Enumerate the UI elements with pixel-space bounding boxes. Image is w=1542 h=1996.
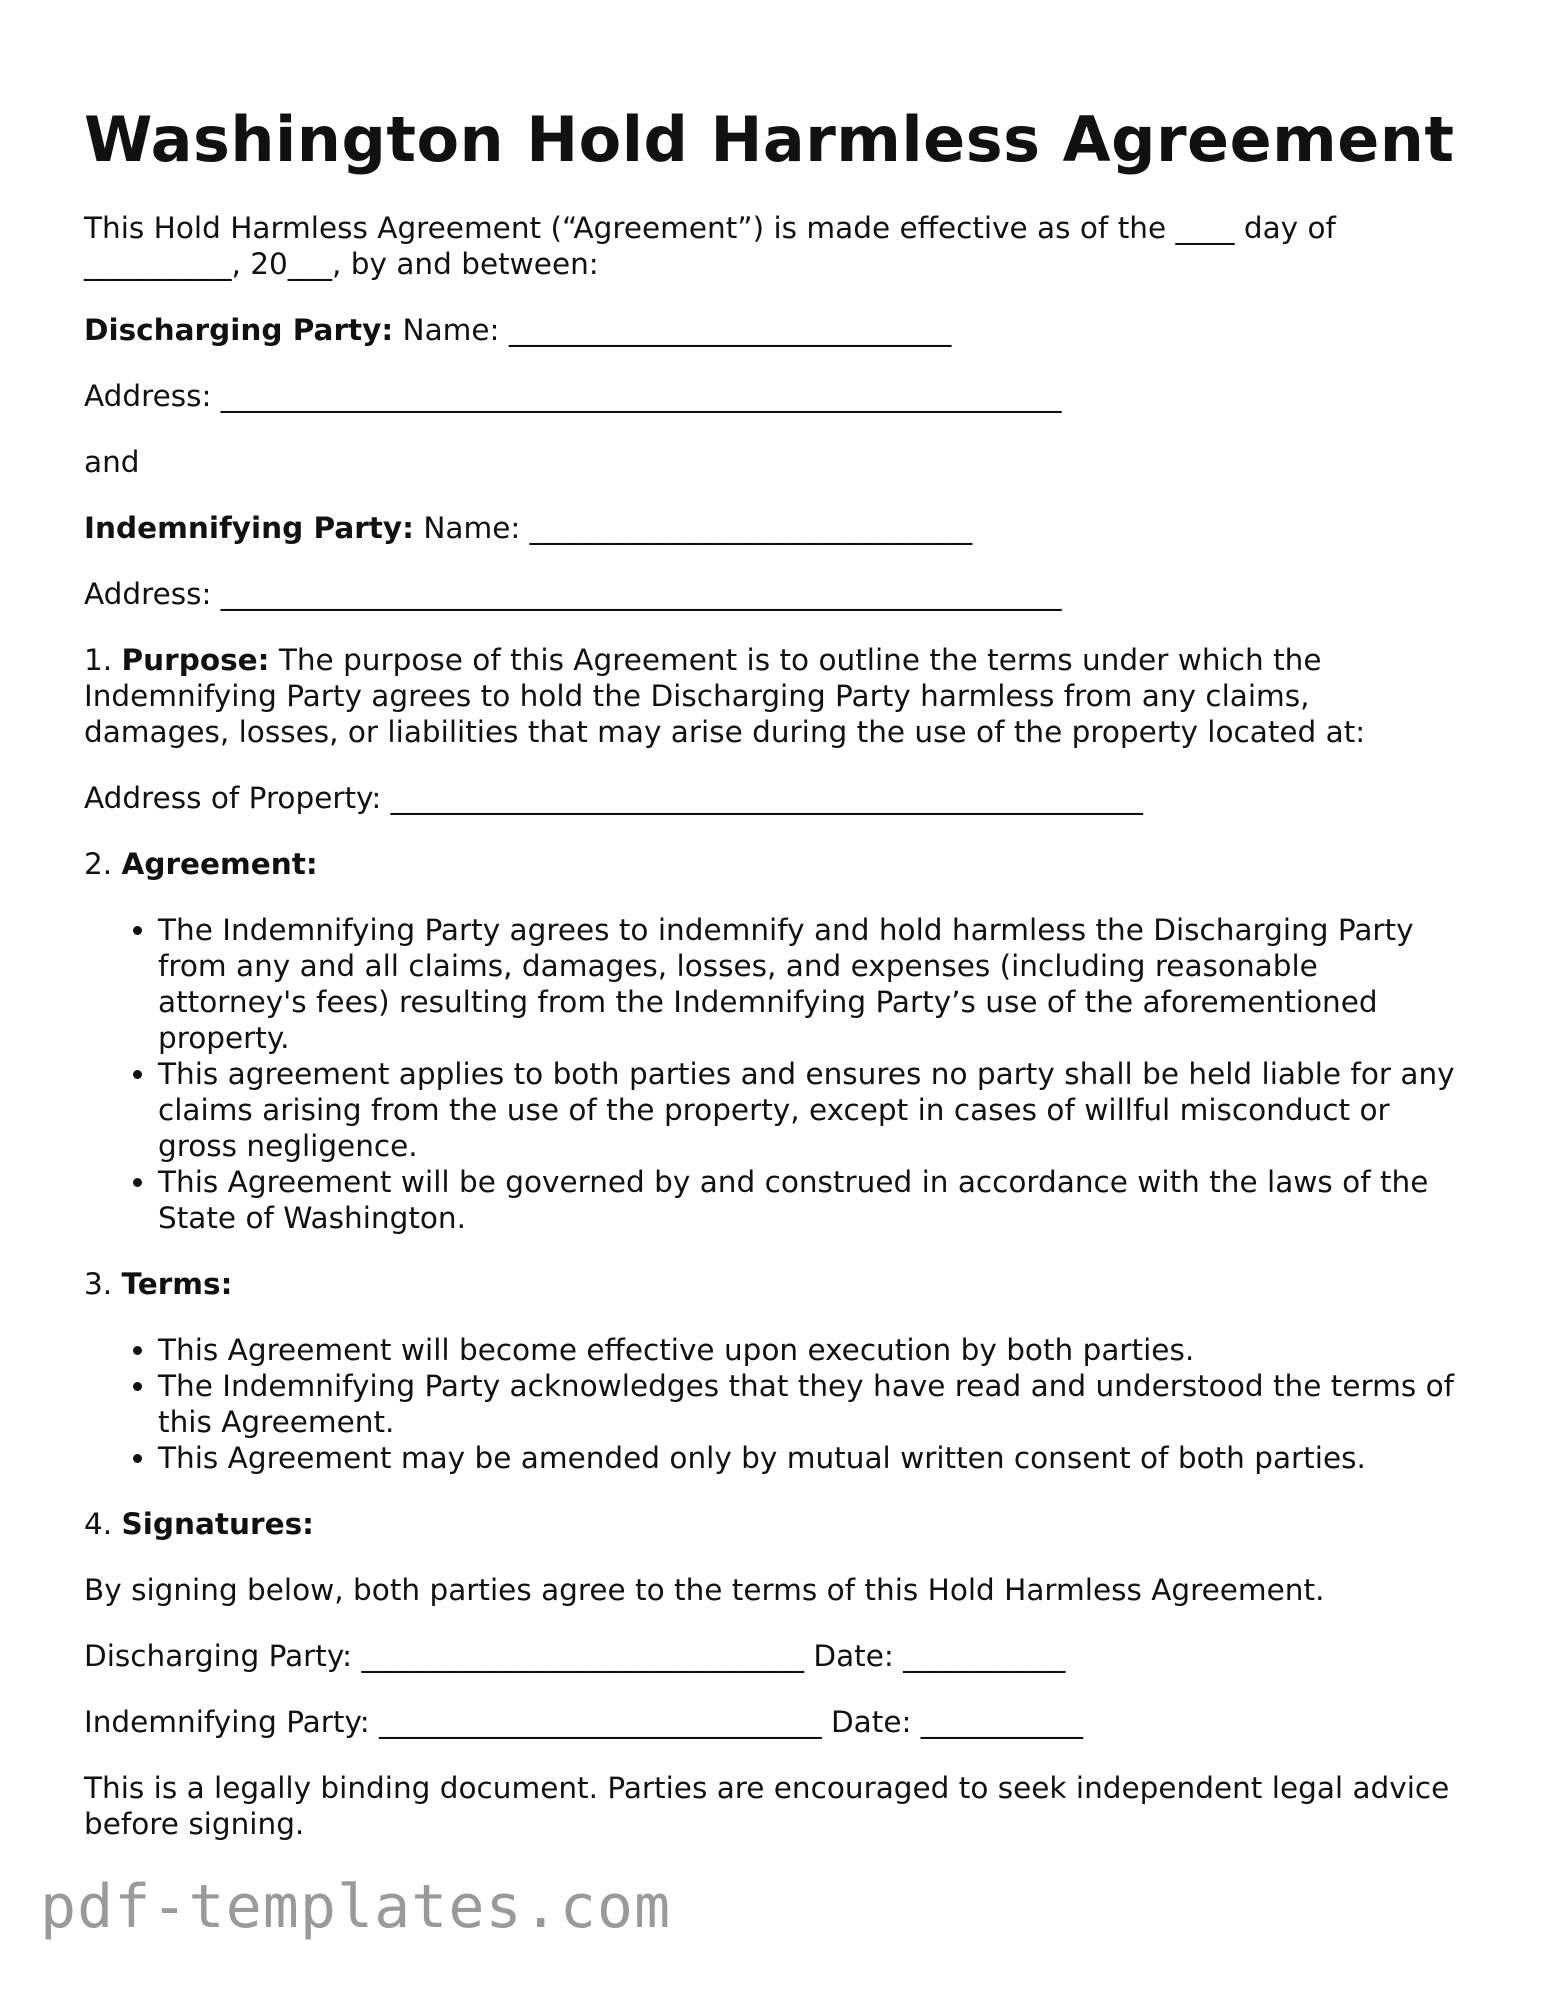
list-item: • The Indemnifying Party agrees to indemnify and hold harmless the Discharging Party from any and all claims, damages, losses, and expenses (including reasonable attorney's fees) resulting from the Indemnifying Party’s use of the aforementioned property.	[158, 912, 1464, 1056]
discharging-party-label: Discharging Party:	[84, 313, 394, 347]
purpose-section	[84, 642, 1464, 750]
property-address: Address of Property: ___________________________________________________	[84, 781, 1143, 815]
agreement-number: 2.	[84, 847, 122, 881]
indemnifying-signature-line: Indemnifying Party: ______________________________ Date: ___________	[84, 1705, 1084, 1739]
agreement-heading: Agreement:	[121, 847, 318, 881]
terms-list	[84, 1332, 1464, 1476]
purpose-heading: Purpose:	[121, 643, 270, 677]
discharging-party-address: Address: _________________________________________________________	[84, 379, 1062, 413]
indemnifying-party-name	[84, 510, 1464, 546]
intro-line-1: This Hold Harmless Agreement (“Agreement”) is made effective as of the ____ day of	[84, 211, 1336, 245]
indemnifying-party-address: Address: _________________________________________________________	[84, 577, 1062, 611]
watermark: pdf-templates.com	[40, 1872, 672, 1942]
signatures-heading: Signatures:	[121, 1507, 314, 1541]
list-item: • This Agreement will be governed by and construed in accordance with the laws of the State of Washington.	[158, 1164, 1464, 1236]
legal-disclaimer: This is a legally binding document. Parties are encouraged to seek independent legal advice before signing.	[84, 1771, 1450, 1841]
signatures-text: By signing below, both parties agree to the terms of this Hold Harmless Agreement.	[84, 1573, 1325, 1607]
signatures-number: 4.	[84, 1507, 122, 1541]
indemnifying-name-field: Name: ______________________________	[413, 511, 973, 545]
signatures-heading-line	[84, 1506, 1464, 1542]
and-connector: and	[84, 445, 140, 479]
discharging-party-name	[84, 312, 1464, 348]
purpose-number: 1.	[84, 643, 122, 677]
list-item: • This Agreement may be amended only by mutual written consent of both parties.	[158, 1440, 1464, 1476]
intro-line-2: __________, 20___, by and between:	[84, 247, 599, 281]
agreement-heading-line	[84, 846, 1464, 882]
discharging-signature-line: Discharging Party: ______________________________ Date: ___________	[84, 1639, 1066, 1673]
list-item: • This agreement applies to both parties and ensures no party shall be held liable for any claims arising from the use of the property, except in cases of willful misconduct or gross negligence.	[158, 1056, 1464, 1164]
purpose-text: The purpose of this Agreement is to outline the terms under which the Indemnifying Party agrees to hold the Discharging Party harmless from any claims, damages, losses, or liabilities that may arise during the use of the property located at:	[84, 643, 1366, 749]
document-title: Washington Hold Harmless Agreement	[84, 103, 1455, 176]
document-page	[84, 100, 1464, 1872]
list-item: • The Indemnifying Party acknowledges that they have read and understood the terms of this Agreement.	[158, 1368, 1464, 1440]
agreement-list	[84, 912, 1464, 1236]
list-item: • This Agreement will become effective upon execution by both parties.	[158, 1332, 1464, 1368]
indemnifying-party-label: Indemnifying Party:	[84, 511, 414, 545]
terms-heading-line	[84, 1266, 1464, 1302]
intro-paragraph	[84, 210, 1464, 282]
terms-number: 3.	[84, 1267, 122, 1301]
discharging-name-field: Name: ______________________________	[393, 313, 952, 347]
terms-heading: Terms:	[121, 1267, 233, 1301]
